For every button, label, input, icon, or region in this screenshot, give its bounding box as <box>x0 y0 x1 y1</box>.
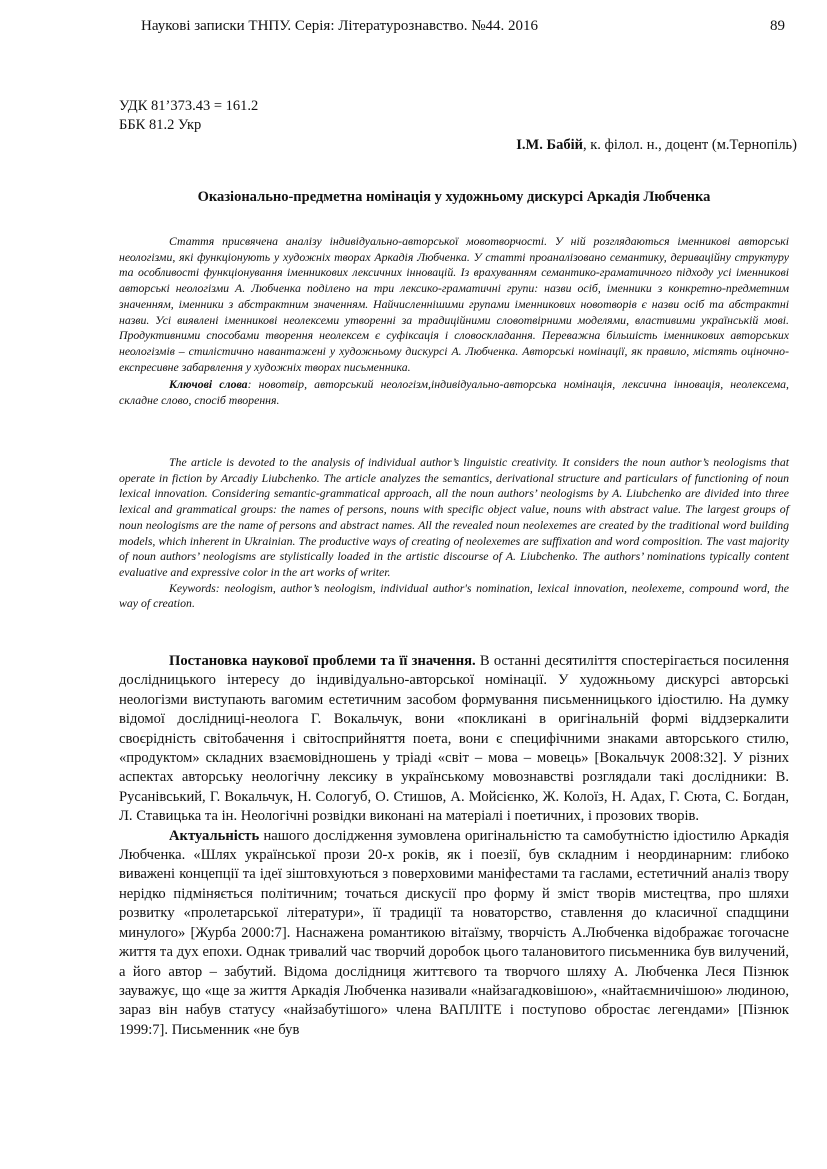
main-text <box>119 652 789 1040</box>
page-number: 89 <box>770 18 785 34</box>
author-info: , к. філол. н., доцент (м.Тернопіль) <box>582 137 797 153</box>
keywords-ua-label: Ключові слова <box>169 377 248 392</box>
abstract-en-text: The article is devoted to the analysis of individual author’s linguistic creativity. It considers the noun author’s neologisms that operate in fiction by Arcadiy Liubchenko. The article analyzes the semantics, derivational structure and particulars of functioning of noun lexical innovation. Considering semantic-grammatical approach, all the noun authors’ neologisms by A. Liubchenko are divided into three lexical and grammatical groups: the names of persons, nouns with specific object value, nouns with abstract value. The largest groups of noun neologisms are the name of persons and abstract names. All the revealed noun neolexemes are created by the traditional word building models, which inherent in Ukrainian. The productive ways of creating of neolexemes are suffixation and word composition. The vast majority of noun authors’ neologisms are stylistically loaded in the artistic discourse of A. Liubchenko. The authors’ nominations typically content evaluative and expressive color in the art works of writer. <box>119 455 789 579</box>
author-name: І.М. Бабій <box>516 137 583 153</box>
keywords-ua <box>119 377 789 408</box>
paragraph-problem <box>119 652 789 827</box>
author-line <box>516 137 797 154</box>
paragraph-relevance-heading: Актуальність <box>169 827 260 844</box>
paragraph-problem-heading: Постановка наукової проблеми та її значення. <box>169 653 476 669</box>
bbk-code: ББК 81.2 Укр <box>119 117 202 133</box>
keywords-en: Keywords: neologism, author’s neologism, individual author's nomination, lexical innovation, neolexeme, compound word, the way of creation. <box>119 580 789 611</box>
journal-title: Наукові записки ТНПУ. Серія: Літературознавство. №44. 2016 <box>141 18 539 34</box>
paragraph-problem-text: В останні десятиліття спостерігається посилення дослідницького інтересу до індивідуально-авторської номінації. У художньому дискурсі авторські неологізми виступають вагомим естетичним засобом формування письменницького ідіостилю. На думку відомої дослідниці-неолога Г. Вокальчук, вони «покликані в оригінальній формі віддзеркалити своєрідність світобачення і світосприйняття поета, вони є специфічними знаками авторського стилю, «продуктом» складних взаємовідношень у тріаді «світ – мова – мовець» [Вокальчук 2008:32]. У різних аспектах авторську неологічну лексику в українському мовознавстві розглядали такі дослідники: В. Русанівський, Г. Вокальчук, Н. Сологуб, О. Стишов, А. Мойсієнко, Ж. Колоїз, Н. Адах, Г. Сюта, С. Богдан, Л. Ставицька та ін. Неологічні розвідки виконані на матеріалі і поетичних, і прозових творів. <box>119 653 790 825</box>
abstract-english <box>119 455 789 612</box>
abstract-ua-text: Стаття присвячена аналізу індивідуально-авторської мовотворчості. У ній розглядаються іменникові авторські неологізми, які функціонують у художніх творах Аркадія Любченка. У статті проаналізовано семантику, дериваційну структуру та особливості функціонування іменникових лексичних інновацій. Із врахуванням семантико-граматичного підходу усі іменникові авторські неологізми А. Любченка поділено на три лексико-граматичні групи: назви осіб, іменники з конкретно-предметним значенням, іменники з абстрактним значенням. Найчисленнішими групами іменникових новотворів є назви осіб та абстрактні назви. Усі виявлені іменникові неолексеми утворенні за традиційними словотвірними моделями, властивими українській мові. Продуктивними способами творення неолексем є суфіксація і словоскладання. Переважна більшість іменникових авторських неологізмів – стилістично навантажені у художньому дискурсі А. Любченка. Авторські номінації, як правило, містять оціночно-експресивне забарвлення у художніх творах письменника. <box>119 234 789 374</box>
article-title: Оказіонально-предметна номінація у художньому дискурсі Аркадія Любченка <box>197 189 711 205</box>
paragraph-relevance-text: нашого дослідження зумовлена оригінальністю та самобутністю ідіостилю Аркадія Любченка. «Шлях української прози 20-х років, як і поезії, був складним і неординарним: глибоко виважені концепції та ідеї зіштовхуються з поверховими маніфестами та гаслами, естетичний аналіз твору нерідко підміняється політичним; точаться дискусії про форму й зміст творів мистецтва, про шляхи розвитку «пролетарської літератури», її традиції та новаторство, ставлення до класичної спадщини минулого» [Журба 2000:7]. Наснажена романтикою вітаїзму, творчість А.Любченка відображає тогочасне життя та дух епохи. Однак тривалий час творчий доробок цього талановитого письменника був вилучений, а його автор – забутий. Відома дослідниця життєвого та творчого шляху А. Любченка Леся Пізнюк зауважує, що «ще за життя Аркадія Любченка називали «найзагадковішою», «найтаємничішою» людиною, зараз він набув статусу «найзабутішого» члена ВАПЛІТЕ і поступово обростає легендами» [Пізнюк 1999:7]. Письменник «не був <box>119 827 789 1038</box>
udk-code: УДК 81’373.43 = 161.2 <box>119 98 259 114</box>
paragraph-relevance <box>119 827 789 1040</box>
keywords-ua-list: : новотвір, авторський неологізм,індивідуально-авторська номінація, лексична інновація, неолексема, складне слово, спосіб творення. <box>119 377 789 408</box>
abstract-ukrainian <box>119 234 789 409</box>
